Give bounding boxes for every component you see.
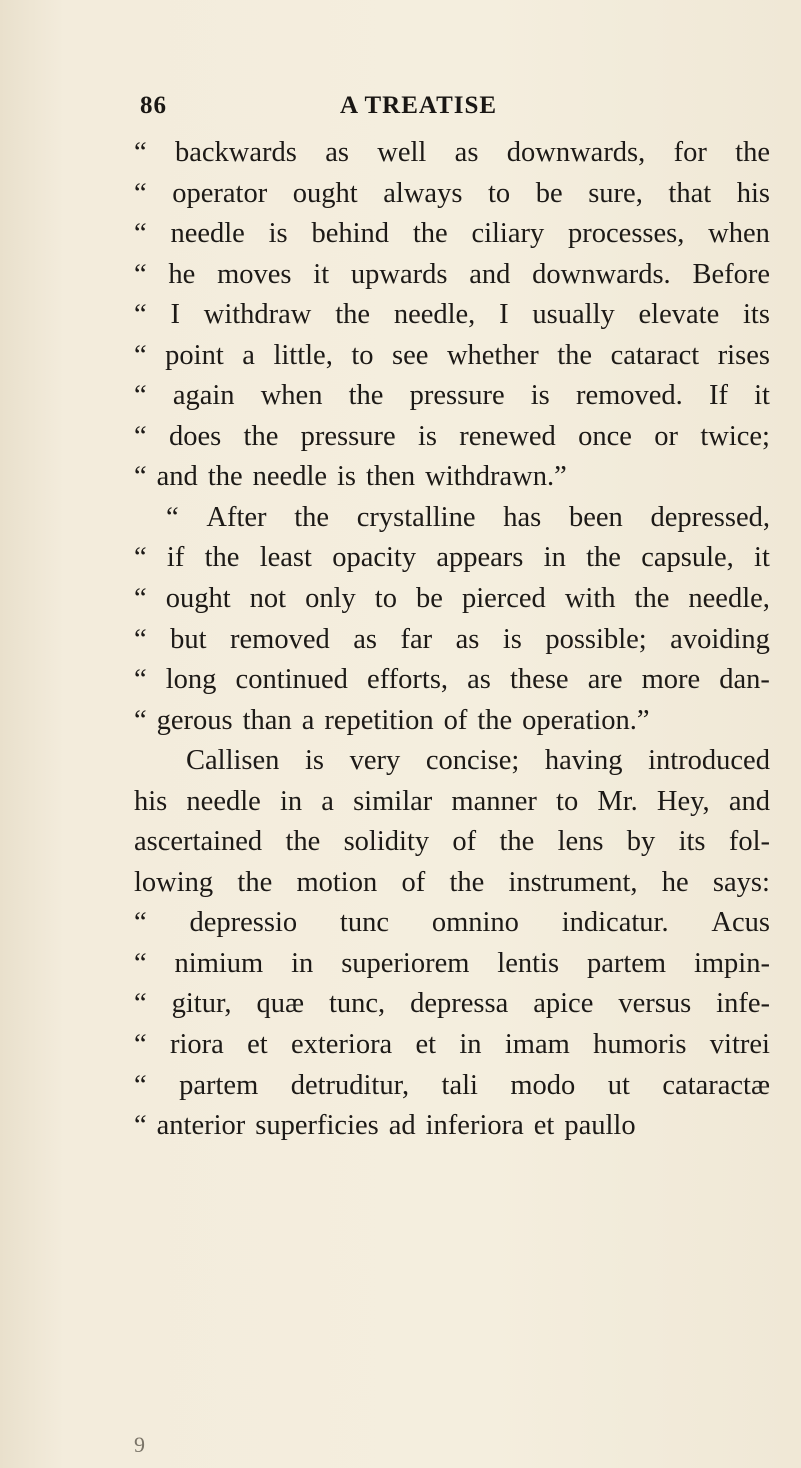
text-line: “ point a little, to see whether the cataract rises [134,339,770,371]
text-line: “ he moves it upwards and downwards. Before [134,258,770,290]
text-line: “ needle is behind the ciliary processes, when [134,218,770,250]
text-line: “ if the least opacity appears in the capsule, it [134,542,770,574]
text-line: “ gitur, quæ tunc, depressa apice versus infe- [134,988,770,1020]
text-line: ascertained the solidity of the lens by its fol- [134,826,770,858]
text-line: “ After the crystalline has been depressed, [166,501,770,533]
text-line: “ nimium in superiorem lentis partem impin- [134,947,770,979]
text-line: lowing the motion of the instrument, he says: [134,866,770,898]
text-line: his needle in a similar manner to Mr. Hey, and [134,785,770,817]
text-line: “ riora et exteriora et in imam humoris vitrei [134,1029,770,1061]
text-line: “ operator ought always to be sure, that his [134,177,770,209]
text-line: “ gerous than a repetition of the operation.” [134,704,650,736]
text-line: “ but removed as far as is possible; avoiding [134,623,770,655]
text-line: “ I withdraw the needle, I usually elevate its [134,299,770,331]
text-line: “ depressio tunc omnino indicatur. Acus [134,907,770,939]
body-text [134,133,770,1147]
text-line: “ and the needle is then withdrawn.” [134,461,567,493]
running-head: A TREATISE [340,92,498,119]
text-line: “ does the pressure is renewed once or twice; [134,420,770,452]
page-number: 86 [140,92,167,119]
text-line: “ long continued efforts, as these are more dan- [134,664,770,696]
text-line: “ again when the pressure is removed. If it [134,380,770,412]
text-line: Callisen is very concise; having introduced [186,745,770,777]
text-line: “ backwards as well as downwards, for the [134,137,770,168]
text-line: “ ought not only to be pierced with the needle, [134,583,770,615]
text-line: “ partem detruditur, tali modo ut cataractæ [134,1069,770,1101]
page-header [0,92,801,132]
signature-mark: 9 [134,1432,145,1457]
text-line: “ anterior superficies ad inferiora et paullo [134,1110,636,1142]
